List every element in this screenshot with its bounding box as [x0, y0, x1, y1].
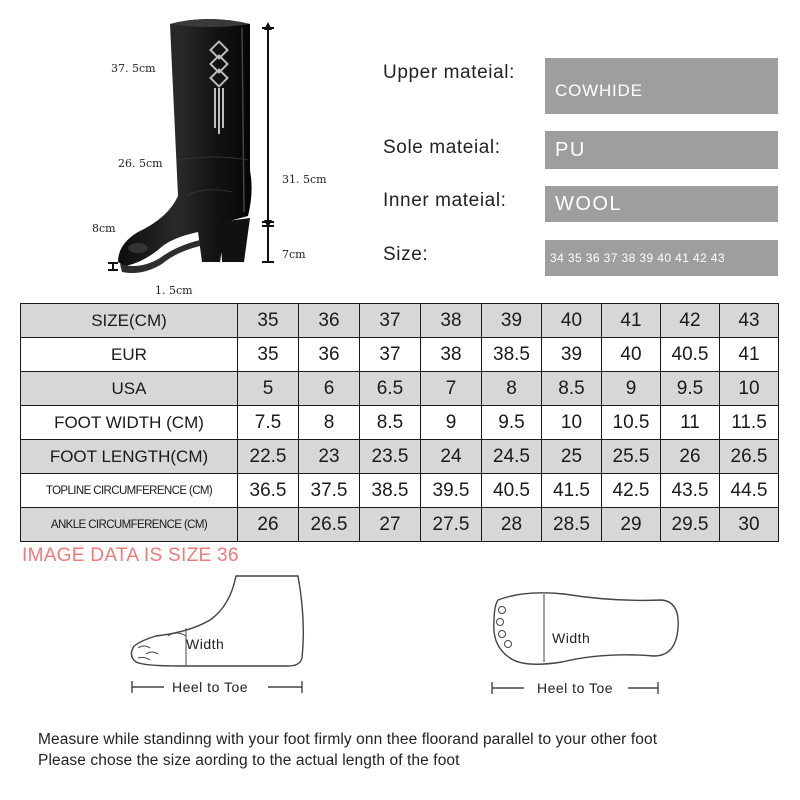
size-chart-cell: 40	[542, 304, 602, 338]
size-chart-cell: 39	[482, 304, 542, 338]
upper-material-label: Upper mateial:	[383, 62, 515, 83]
size-chart-cell: 10.5	[602, 406, 661, 440]
sole-material-text: PU	[555, 138, 586, 161]
size-chart-cell: 37	[360, 304, 421, 338]
size-chart-row-label: SIZE(CM)	[21, 304, 238, 338]
inner-material-label: Inner mateial:	[383, 190, 507, 211]
size-chart-cell: 40.5	[661, 338, 720, 372]
size-chart-cell: 43.5	[661, 474, 720, 508]
sole-material-label: Sole mateial:	[383, 137, 501, 158]
size-chart-cell: 43	[720, 304, 779, 338]
size-chart-cell: 35	[238, 304, 299, 338]
size-chart-cell: 25.5	[602, 440, 661, 474]
size-chart-cell: 7	[421, 372, 482, 406]
size-chart-cell: 38.5	[482, 338, 542, 372]
boot-figure	[0, 0, 360, 300]
size-chart-cell: 39.5	[421, 474, 482, 508]
size-chart-row	[21, 474, 779, 508]
side-foot-length-label: Heel to Toe	[172, 679, 249, 695]
size-chart-cell: 10	[720, 372, 779, 406]
inner-material-value	[545, 186, 778, 222]
size-chart-cell: 29	[602, 508, 661, 542]
size-chart-cell: 38.5	[360, 474, 421, 508]
size-chart-body	[21, 304, 779, 542]
size-chart-cell: 26.5	[720, 440, 779, 474]
size-chart-cell: 22.5	[238, 440, 299, 474]
instruction-measure: Measure while standinng with your foot firmly onn thee floorand parallel to your other foot	[38, 731, 658, 748]
size-chart-cell: 5	[238, 372, 299, 406]
top-foot-length-label: Heel to Toe	[537, 680, 614, 696]
size-label: Size:	[383, 244, 429, 265]
size-chart-cell: 38	[421, 338, 482, 372]
size-chart-cell: 9	[602, 372, 661, 406]
size-chart-cell: 39	[542, 338, 602, 372]
size-chart-cell: 27.5	[421, 508, 482, 542]
size-chart-cell: 24	[421, 440, 482, 474]
size-chart-table	[20, 303, 779, 542]
ankle-height-label: 8cm	[92, 222, 116, 235]
size-chart-cell: 8.5	[542, 372, 602, 406]
size-chart-cell: 38	[421, 304, 482, 338]
size-chart-cell: 10	[542, 406, 602, 440]
size-chart-cell: 35	[238, 338, 299, 372]
size-chart-row-label: USA	[21, 372, 238, 406]
size-chart-cell: 44.5	[720, 474, 779, 508]
sole-material-value	[545, 131, 778, 169]
size-range-value	[545, 240, 778, 276]
size-chart-cell: 30	[720, 508, 779, 542]
heel-height-label: 7cm	[282, 248, 306, 261]
inner-material-text: WOOL	[555, 192, 623, 215]
size-chart-row	[21, 338, 779, 372]
size-chart-cell: 6	[299, 372, 360, 406]
size-chart-cell: 26.5	[299, 508, 360, 542]
image-data-note: IMAGE DATA IS SIZE 36	[22, 545, 239, 566]
foot-top-view-diagram	[484, 582, 684, 672]
size-chart-cell: 8	[482, 372, 542, 406]
size-chart-cell: 41	[720, 338, 779, 372]
size-range-text: 34 35 36 37 38 39 40 41 42 43	[550, 251, 726, 265]
size-chart-cell: 27	[360, 508, 421, 542]
size-chart-cell: 37	[360, 338, 421, 372]
size-chart-row	[21, 372, 779, 406]
size-chart-cell: 23.5	[360, 440, 421, 474]
size-chart-cell: 36.5	[238, 474, 299, 508]
side-foot-width-label: Width	[186, 636, 225, 652]
size-chart-cell: 11.5	[720, 406, 779, 440]
size-chart-cell: 41	[602, 304, 661, 338]
size-chart-row-label: TOPLINE CIRCUMFERENCE (CM)	[21, 474, 238, 508]
size-chart-row-label: FOOT LENGTH(CM)	[21, 440, 238, 474]
shaft-circumference-label: 37. 5cm	[111, 62, 156, 75]
platform-height-label: 1. 5cm	[155, 284, 193, 297]
size-chart-cell: 42	[661, 304, 720, 338]
size-chart-row	[21, 508, 779, 542]
size-chart-cell: 11	[661, 406, 720, 440]
upper-material-text: COWHIDE	[555, 81, 643, 100]
size-chart-cell: 24.5	[482, 440, 542, 474]
size-chart-row-label: EUR	[21, 338, 238, 372]
size-chart-row-label: ANKLE CIRCUMFERENCE (CM)	[21, 508, 238, 542]
size-chart-cell: 42.5	[602, 474, 661, 508]
size-chart-row	[21, 406, 779, 440]
size-chart-cell: 26	[661, 440, 720, 474]
size-chart-cell: 37.5	[299, 474, 360, 508]
size-chart-cell: 8.5	[360, 406, 421, 440]
size-chart-row-label: FOOT WIDTH (CM)	[21, 406, 238, 440]
size-chart-cell: 23	[299, 440, 360, 474]
size-chart-cell: 28	[482, 508, 542, 542]
size-chart-cell: 9.5	[661, 372, 720, 406]
size-chart-cell: 40	[602, 338, 661, 372]
size-chart-cell: 26	[238, 508, 299, 542]
size-chart-row	[21, 440, 779, 474]
size-chart-cell: 9	[421, 406, 482, 440]
size-chart-cell: 41.5	[542, 474, 602, 508]
size-chart-cell: 36	[299, 304, 360, 338]
size-chart-row	[21, 304, 779, 338]
size-chart-cell: 8	[299, 406, 360, 440]
size-chart-cell: 6.5	[360, 372, 421, 406]
upper-material-value	[545, 58, 778, 114]
size-chart-cell: 7.5	[238, 406, 299, 440]
shaft-height-label: 31. 5cm	[282, 173, 327, 186]
calf-circumference-label: 26. 5cm	[118, 157, 163, 170]
size-chart-cell: 25	[542, 440, 602, 474]
size-chart-cell: 28.5	[542, 508, 602, 542]
size-chart-cell: 29.5	[661, 508, 720, 542]
size-chart-cell: 36	[299, 338, 360, 372]
instruction-size-choice: Please chose the size aording to the actual length of the foot	[38, 752, 460, 769]
boot-image	[0, 0, 360, 300]
size-chart-cell: 40.5	[482, 474, 542, 508]
top-foot-width-label: Width	[552, 630, 591, 646]
size-chart-cell: 9.5	[482, 406, 542, 440]
